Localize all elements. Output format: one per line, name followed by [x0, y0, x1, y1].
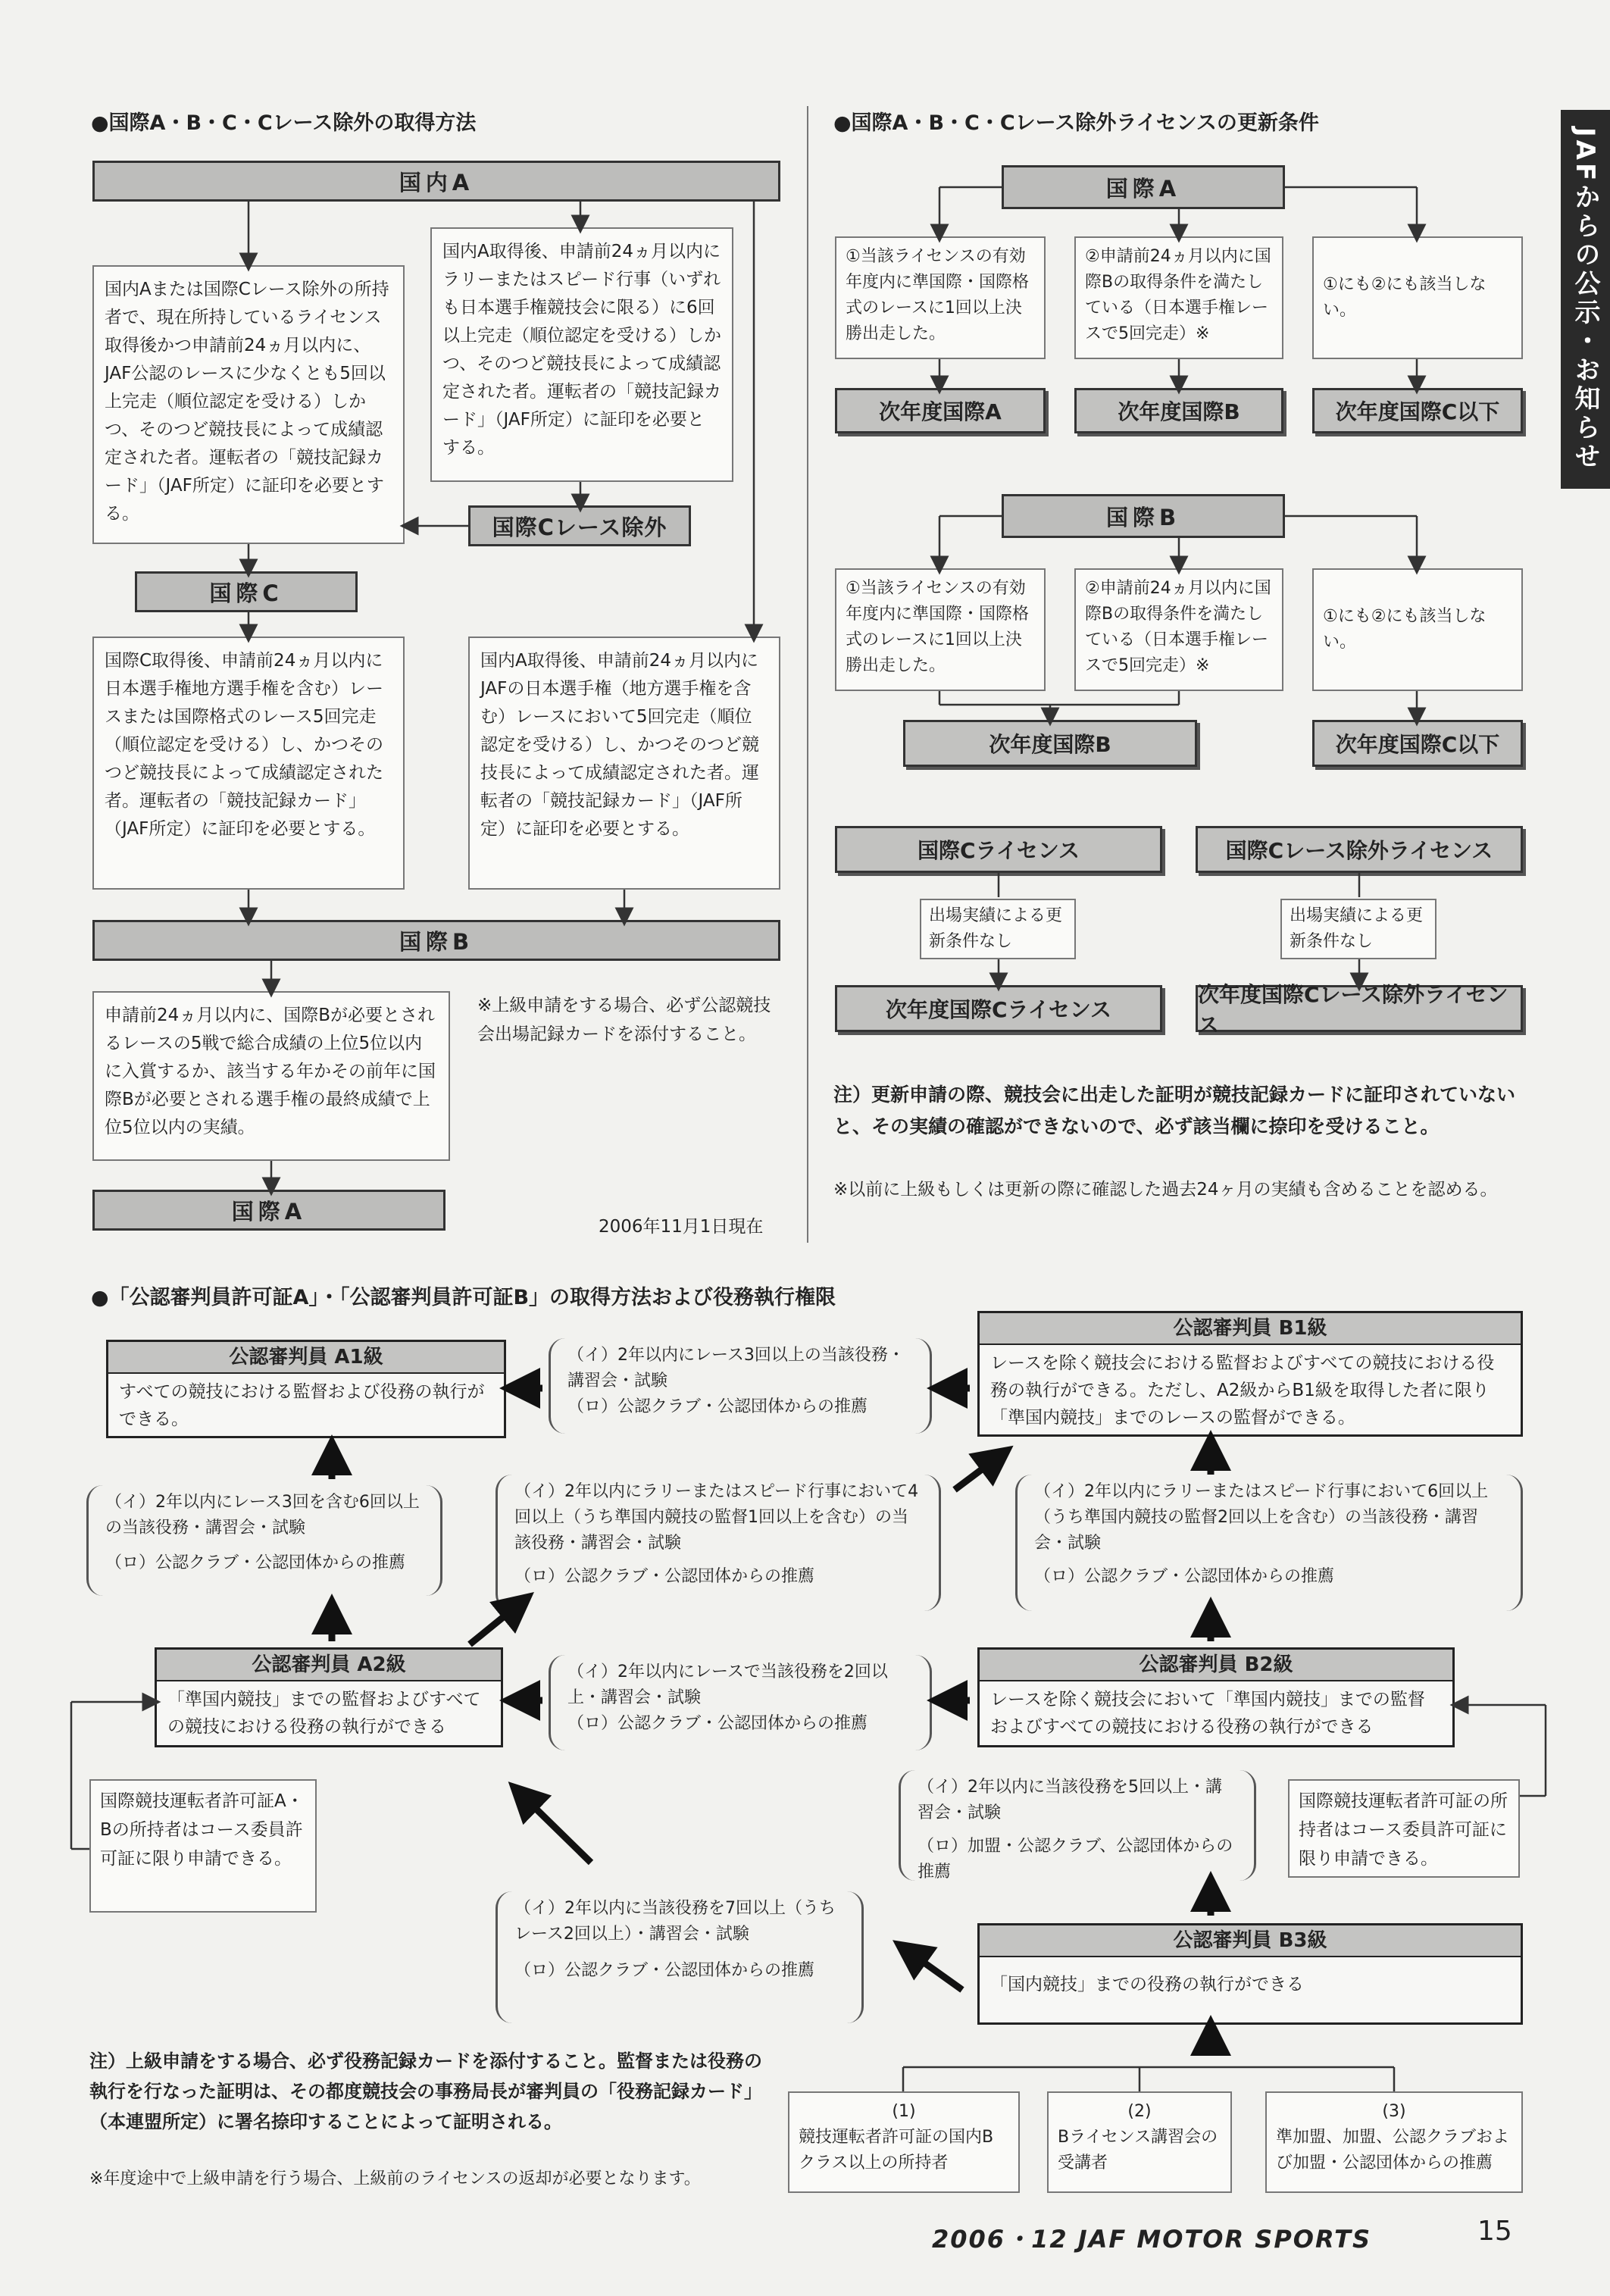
judge-note-2: ※年度途中で上級申請を行う場合、上級前のライセンスの返却が必要となります。 [89, 2169, 701, 2188]
renew-b-result-2: 次年度国際C以下 [1312, 720, 1523, 767]
renew-c-note-1: 出場実績による更新条件なし [920, 899, 1076, 959]
bottom-section-title: ●「公認審判員許可証A」・「公認審判員許可証B」の取得方法および役務執行権限 [91, 1286, 836, 1309]
b2-to-b1-i: （イ）2年以内にラリーまたはスピード行事において6回以上（うち準国内競技の監督2回以上を含む）の当該役務・講習会・試験 [1034, 1482, 1489, 1553]
b3-to-a2-i: （イ）2年以内に当該役務を7回以上（うちレース2回以上）・講習会・試験 [514, 1899, 836, 1944]
judge-b1-body: レースを除く競技会における監督およびすべての競技における役務の執行ができる。ただし、A2級からB1級を取得した者に限り「準国内競技」までのレースの監督ができる。 [990, 1353, 1495, 1428]
source-2-num: (2) [1127, 2102, 1152, 2121]
a2-to-b1-ro: （ロ）公認クラブ・公認団体からの推薦 [514, 1567, 815, 1586]
b3-to-b2-i: （イ）2年以内に当該役務を5回以上・講習会・試験 [918, 1778, 1222, 1822]
judge-b1-head: 公認審判員 B1級 [980, 1313, 1521, 1345]
renew-a-result-3: 次年度国際C以下 [1312, 388, 1523, 433]
renew-c-note-2: 出場実績による更新条件なし [1280, 899, 1436, 959]
source-3-text: 準加盟、加盟、公認クラブおよび加盟・公認団体からの推薦 [1276, 2128, 1510, 2172]
b3-to-a2-ro: （ロ）公認クラブ・公認団体からの推薦 [514, 1961, 815, 1980]
a2-to-a1-i: （イ）2年以内にレース3回を含む6回以上の当該役務・講習会・試験 [105, 1493, 420, 1537]
intl-driver-note-left: 国際競技運転者許可証A・Bの所持者はコース委員許可証に限り申請できる。 [89, 1779, 317, 1913]
source-1-num: (1) [892, 2102, 916, 2121]
renew-a-cond-3: ①にも②にも該当しない。 [1312, 236, 1523, 359]
intl-a-bar: 国際A [92, 1190, 445, 1231]
judge-b2-head: 公認審判員 B2級 [980, 1650, 1452, 1681]
renew-b-result-1: 次年度国際B [903, 720, 1197, 767]
b2-to-a2-ro: （ロ）公認クラブ・公認団体からの推薦 [567, 1714, 868, 1733]
judge-b2-body: レースを除く競技会において「準国内競技」までの監督およびすべての競技における役務の執行ができる [990, 1690, 1425, 1737]
renew-c-bar-2: 国際Cレース除外ライセンス [1196, 826, 1523, 873]
judge-a1-body: すべての競技における監督および役務の執行ができる。 [119, 1382, 485, 1429]
renewal-note-2: ※以前に上級もしくは更新の際に確認した過去24ヶ月の実績も含めることを認める。 [833, 1180, 1498, 1200]
judge-a2-body: 「準国内競技」までの監督およびすべての競技における役務の執行ができる [167, 1690, 481, 1737]
renew-a-cond-2: ②申請前24ヵ月以内に国際Bの取得条件を満たしている（日本選手権レースで5回完走）※ [1074, 236, 1283, 359]
renew-b-cond-1: ①当該ライセンスの有効年度内に準国際・国際格式のレースに1回以上決勝出走した。 [835, 568, 1046, 691]
as-of-date: 2006年11月1日現在 [599, 1217, 764, 1237]
renew-a-bar: 国際A [1002, 165, 1285, 209]
judge-b3-head: 公認審判員 B3級 [980, 1925, 1521, 1957]
intl-b-bar: 国際B [92, 920, 780, 961]
right-section-title: ●国際A・B・C・Cレース除外ライセンスの更新条件 [833, 111, 1319, 135]
page-number: 15 [1477, 2216, 1512, 2247]
renewal-note-1: 注）更新申請の際、競技会に出走した証明が競技記録カードに証印されていないと、その実績の確認ができないので、必ず該当欄に捺印を受けること。 [833, 1084, 1516, 1137]
b1-to-a1-i: （イ）2年以内にレース3回以上の当該役務・講習会・試験 [567, 1346, 905, 1390]
renew-b-cond-2: ②申請前24ヵ月以内に国際Bの取得条件を満たしている（日本選手権レースで5回完走）※ [1074, 568, 1283, 691]
source-1-text: 競技運転者許可証の国内Bクラス以上の所持者 [799, 2128, 994, 2172]
judge-a1-head: 公認審判員 A1級 [108, 1342, 504, 1374]
renew-c-bar-1: 国際Cライセンス [835, 826, 1162, 873]
judge-a2-head: 公認審判員 A2級 [157, 1650, 501, 1681]
domestic-a-to-c-race-conditions: 国内A取得後、申請前24ヵ月以内にラリーまたはスピード行事（いずれも日本選手権競技会に限る）に6回以上完走（順位認定を受ける）しかつ、そのつど競技長によって成績認定された者。運転者の「競技記録カード」（JAF所定）に証印を必要とする。 [430, 227, 733, 482]
renew-b-cond-3: ①にも②にも該当しない。 [1312, 568, 1523, 691]
intl-c-race-excluded-bar: 国際Cレース除外 [468, 505, 691, 546]
b2-to-b1-ro: （ロ）公認クラブ・公認団体からの推薦 [1034, 1567, 1335, 1586]
renew-b-bar: 国際B [1002, 494, 1285, 538]
left-section-title: ●国際A・B・C・Cレース除外の取得方法 [91, 111, 477, 135]
domestic-a-bar: 国内A [92, 161, 780, 202]
intl-c-bar: 国際C [135, 571, 358, 612]
magazine-name: 2006・12 JAF MOTOR SPORTS [932, 2225, 1372, 2254]
source-3-num: (3) [1382, 2102, 1406, 2121]
b2-to-a2-i: （イ）2年以内にレースで当該役務を2回以上・講習会・試験 [567, 1663, 888, 1707]
judge-note-1: 注）上級申請をする場合、必ず役務記録カードを添付すること。監督または役務の執行を行なった証明は、その都度競技会の事務局長が審判員の「役務記録カード」（本連盟所定）に署名捺印することによって証明される。 [89, 2050, 762, 2132]
a2-to-a1-ro: （ロ）公認クラブ・公認団体からの推薦 [105, 1553, 406, 1572]
b3-to-b2-ro: （ロ）加盟・公認クラブ、公認団体からの推薦 [918, 1837, 1233, 1882]
intl-c-to-b-conditions: 国際C取得後、申請前24ヵ月以内に日本選手権地方選手権を含む）レースまたは国際格式のレース5回完走（順位認定を受ける）し、かつそのつど競技長によって成績認定された者。運転者の「競技記録カード」（JAF所定）に証印を必要とする。 [92, 637, 405, 890]
intl-driver-note-right: 国際競技運転者許可証の所持者はコース委員許可証に限り申請できる。 [1288, 1779, 1520, 1878]
domestic-to-c-race-conditions: 国内Aまたは国際Cレース除外の所持者で、現在所持しているライセンス取得後かつ申請前24ヵ月以内に、JAF公認のレースに少なくとも5回以上完走（順位認定を受ける）しかつ、そのつど競技長によって成績認定された者。運転者の「競技記録カード」（JAF所定）に証印を必要とする。 [92, 265, 405, 544]
renew-a-result-1: 次年度国際A [835, 388, 1046, 433]
judge-b3-body: 「国内競技」までの役務の執行ができる [990, 1975, 1304, 1994]
renew-c-result-1: 次年度国際Cライセンス [835, 985, 1162, 1032]
source-2-text: Bライセンス講習会の受講者 [1058, 2128, 1218, 2172]
renew-a-cond-1: ①当該ライセンスの有効年度内に準国際・国際格式のレースに1回以上決勝出走した。 [835, 236, 1046, 359]
b1-to-a1-ro: （ロ）公認クラブ・公認団体からの推薦 [567, 1397, 868, 1416]
intl-b-to-a-conditions: 申請前24ヵ月以内に、国際Bが必要とされるレースの5戦で総合成績の上位5位以内に入賞するか、該当する年かその前年に国際Bが必要とされる選手権の最終成績で上位5位以内の実績。 [92, 991, 450, 1161]
renew-a-result-2: 次年度国際B [1074, 388, 1283, 433]
upgrade-note: ※上級申請をする場合、必ず公認競技会出場記録カードを添付すること。 [477, 996, 771, 1044]
side-tab: JAFからの公示・お知らせ [1561, 110, 1610, 489]
domestic-a-to-b-conditions: 国内A取得後、申請前24ヵ月以内にJAFの日本選手権（地方選手権を含む）レースにおいて5回完走（順位認定を受ける）し、かつそのつど競技長によって成績認定された者。運転者の「競技記録カード」（JAF所定）に証印を必要とする。 [468, 637, 780, 890]
a2-to-b1-i: （イ）2年以内にラリーまたはスピード行事において4回以上（うち準国内競技の監督1回以上を含む）の当該役務・講習会・試験 [514, 1482, 919, 1553]
renew-c-result-2: 次年度国際Cレース除外ライセンス [1196, 985, 1523, 1032]
